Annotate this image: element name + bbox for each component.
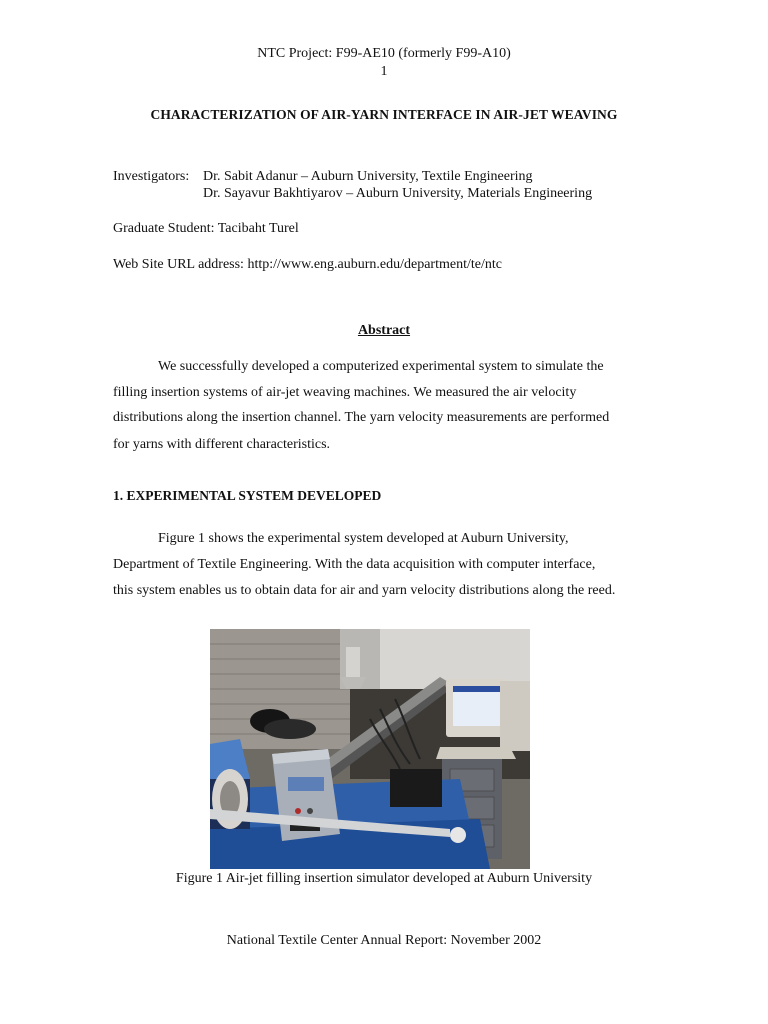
- abstract-line-1: We successfully developed a computerized experimental system to simulate the: [158, 359, 604, 374]
- investigators-label: Investigators:: [113, 169, 190, 184]
- page-footer: National Textile Center Annual Report: November 2002: [226, 933, 542, 948]
- air-jet-simulator-photo: [210, 629, 530, 869]
- website-url: Web Site URL address: http://www.eng.auburn.edu/department/te/ntc: [113, 257, 502, 272]
- project-header: NTC Project: F99-AE10 (formerly F99-A10): [257, 46, 511, 61]
- graduate-student: Graduate Student: Tacibaht Turel: [113, 221, 299, 236]
- investigator-2: Dr. Sayavur Bakhtiyarov – Auburn University, Materials Engineering: [203, 186, 593, 201]
- abstract-line-3: distributions along the insertion channel. The yarn velocity measurements are performed: [113, 410, 610, 425]
- investigator-1: Dr. Sabit Adanur – Auburn University, Textile Engineering: [203, 169, 533, 184]
- figure-caption: Figure 1 Air-jet filling insertion simulator developed at Auburn University: [175, 871, 593, 886]
- photo-illustration: [210, 629, 530, 869]
- section-1-heading: 1. EXPERIMENTAL SYSTEM DEVELOPED: [113, 488, 382, 503]
- page-number: 1: [380, 64, 388, 79]
- abstract-line-2: filling insertion systems of air-jet weaving machines. We measured the air velocity: [113, 385, 577, 400]
- section-1-line-2: Department of Textile Engineering. With the data acquisition with computer interface,: [113, 557, 596, 572]
- abstract-heading: Abstract: [357, 323, 411, 338]
- document-title: CHARACTERIZATION OF AIR-YARN INTERFACE IN AIR-JET WEAVING: [150, 107, 618, 122]
- section-1-line-1: Figure 1 shows the experimental system developed at Auburn University,: [158, 531, 569, 546]
- section-1-line-3: this system enables us to obtain data for air and yarn velocity distributions along the reed.: [113, 583, 616, 598]
- abstract-line-4: for yarns with different characteristics.: [113, 437, 331, 452]
